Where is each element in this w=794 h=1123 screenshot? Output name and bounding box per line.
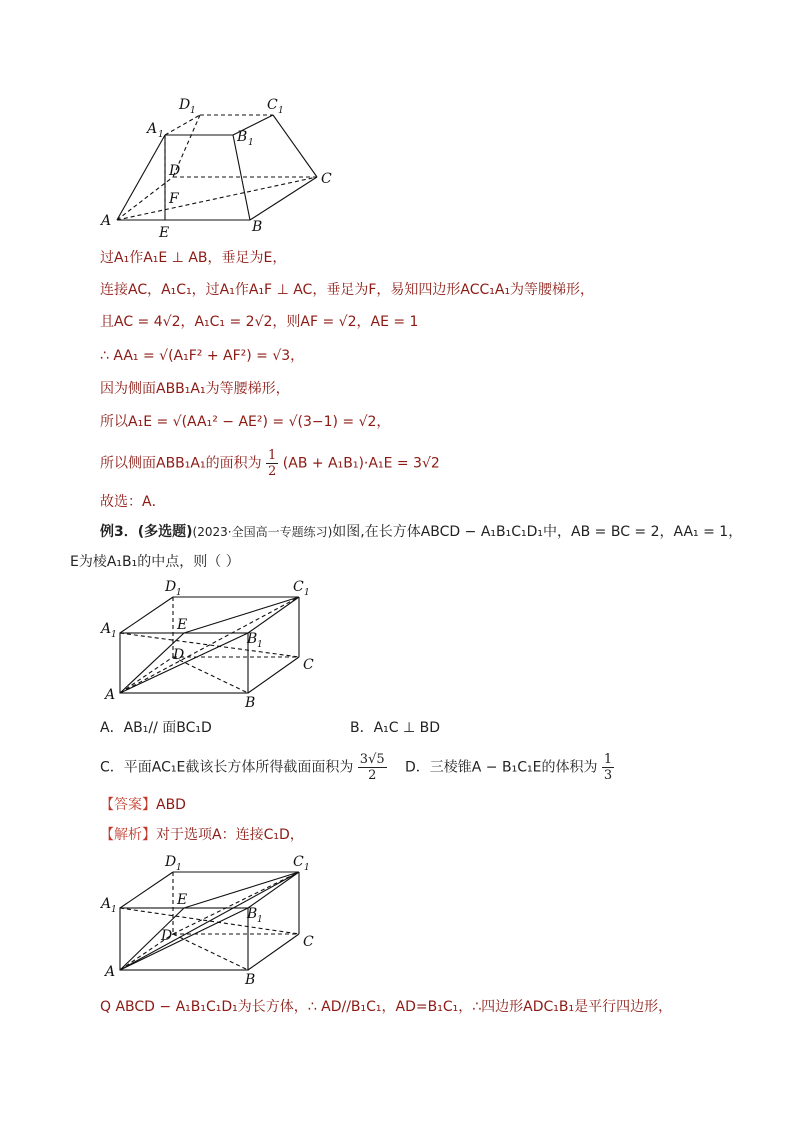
label-F: F — [169, 191, 179, 207]
svg-text:C: C — [303, 657, 314, 673]
svg-text:1: 1 — [257, 915, 263, 925]
svg-text:D: D — [173, 647, 185, 663]
svg-text:B: B — [247, 906, 258, 922]
svg-text:B: B — [245, 972, 256, 988]
option-b: B．A₁C ⊥ BD — [350, 720, 441, 736]
solution-line-2: 连接AC，A₁C₁，过A₁作A₁F ⊥ AC，垂足为F，易知四边形ACC₁A₁为等腰梯形， — [100, 282, 595, 298]
svg-text:D: D — [161, 928, 173, 944]
solution-line-5: 因为侧面ABB₁A₁为等腰梯形， — [100, 381, 290, 397]
solution-line-1: 过A₁作A₁E ⊥ AB，垂足为E， — [100, 250, 287, 266]
svg-text:E: E — [177, 617, 188, 633]
answer-line: 【答案】ABD — [100, 797, 186, 813]
svg-text:C: C — [293, 579, 304, 595]
option-c: C．平面AC₁E截该长方体所得截面面积为 $\frac{3√5}{2}$ — [100, 752, 385, 783]
svg-text:1: 1 — [111, 905, 117, 915]
cuboid-figure-2 — [95, 848, 325, 988]
svg-text:C: C — [293, 854, 304, 870]
solution-line-8: 故选：A． — [100, 494, 166, 510]
label-B: B — [252, 219, 263, 235]
label-D: D — [169, 163, 181, 179]
svg-text:1: 1 — [190, 106, 196, 116]
frustum-figure — [95, 95, 345, 240]
cuboid-figure-1 — [95, 575, 325, 710]
svg-text:C: C — [303, 934, 314, 950]
svg-text:1: 1 — [257, 640, 263, 650]
label-A1: A — [147, 121, 158, 137]
fraction-half: $\frac{1}{2}$ — [268, 448, 277, 479]
label-A: A — [101, 213, 112, 229]
solution-line-6: 所以A₁E = √(AA₁² − AE²) = √(3−1) = √2， — [100, 414, 391, 430]
solution-line-7: 所以侧面ABB₁A₁的面积为 $\frac{1}{2}$ (AB + A₁B₁)·A₁E = 3√2 — [100, 448, 440, 479]
svg-text:1: 1 — [304, 863, 310, 873]
svg-text:B: B — [247, 631, 258, 647]
svg-text:A: A — [105, 964, 116, 980]
svg-text:1: 1 — [248, 138, 254, 148]
analysis-line: 【解析】对于选项A：连接C₁D， — [100, 827, 304, 843]
label-B1: B — [237, 129, 248, 145]
svg-text:D: D — [165, 579, 177, 595]
option-a: A．AB₁// 面BC₁D — [100, 720, 212, 736]
option-d: D．三棱锥A − B₁C₁E的体积为 $\frac{1}{3}$ — [405, 752, 613, 783]
svg-text:A: A — [101, 896, 112, 912]
solution-line-3: 且AC = 4√2，A₁C₁ = 2√2，则AF = √2，AE = 1 — [100, 314, 419, 330]
svg-text:1: 1 — [176, 588, 182, 598]
solution-line-4: ∴ AA₁ = √(A₁F² + AF²) = √3， — [100, 348, 305, 364]
label-D1: D — [179, 97, 191, 113]
svg-text:1: 1 — [158, 130, 164, 140]
label-C1: C — [267, 97, 278, 113]
svg-text:D: D — [165, 854, 177, 870]
svg-text:E: E — [177, 892, 188, 908]
svg-text:A: A — [101, 621, 112, 637]
svg-text:1: 1 — [304, 588, 310, 598]
example3-stem-2: E为棱A₁B₁的中点，则（ ） — [70, 554, 240, 570]
svg-text:B: B — [245, 695, 256, 710]
svg-text:1: 1 — [278, 106, 284, 116]
svg-text:A: A — [105, 687, 116, 703]
label-E: E — [159, 225, 170, 240]
svg-text:1: 1 — [176, 863, 182, 873]
label-C: C — [321, 171, 332, 187]
svg-text:1: 1 — [111, 630, 117, 640]
example3-stem: 例3．(多选题)(2023·全国高一专题练习)如图,在长方体ABCD − A₁B₁C₁D₁中，AB = BC = 2，AA₁ = 1， — [100, 524, 743, 540]
analysis-last-line: Q ABCD − A₁B₁C₁D₁为长方体，∴ AD//B₁C₁，AD=B₁C₁，∴四边形ADC₁B₁是平行四边形， — [100, 999, 673, 1015]
